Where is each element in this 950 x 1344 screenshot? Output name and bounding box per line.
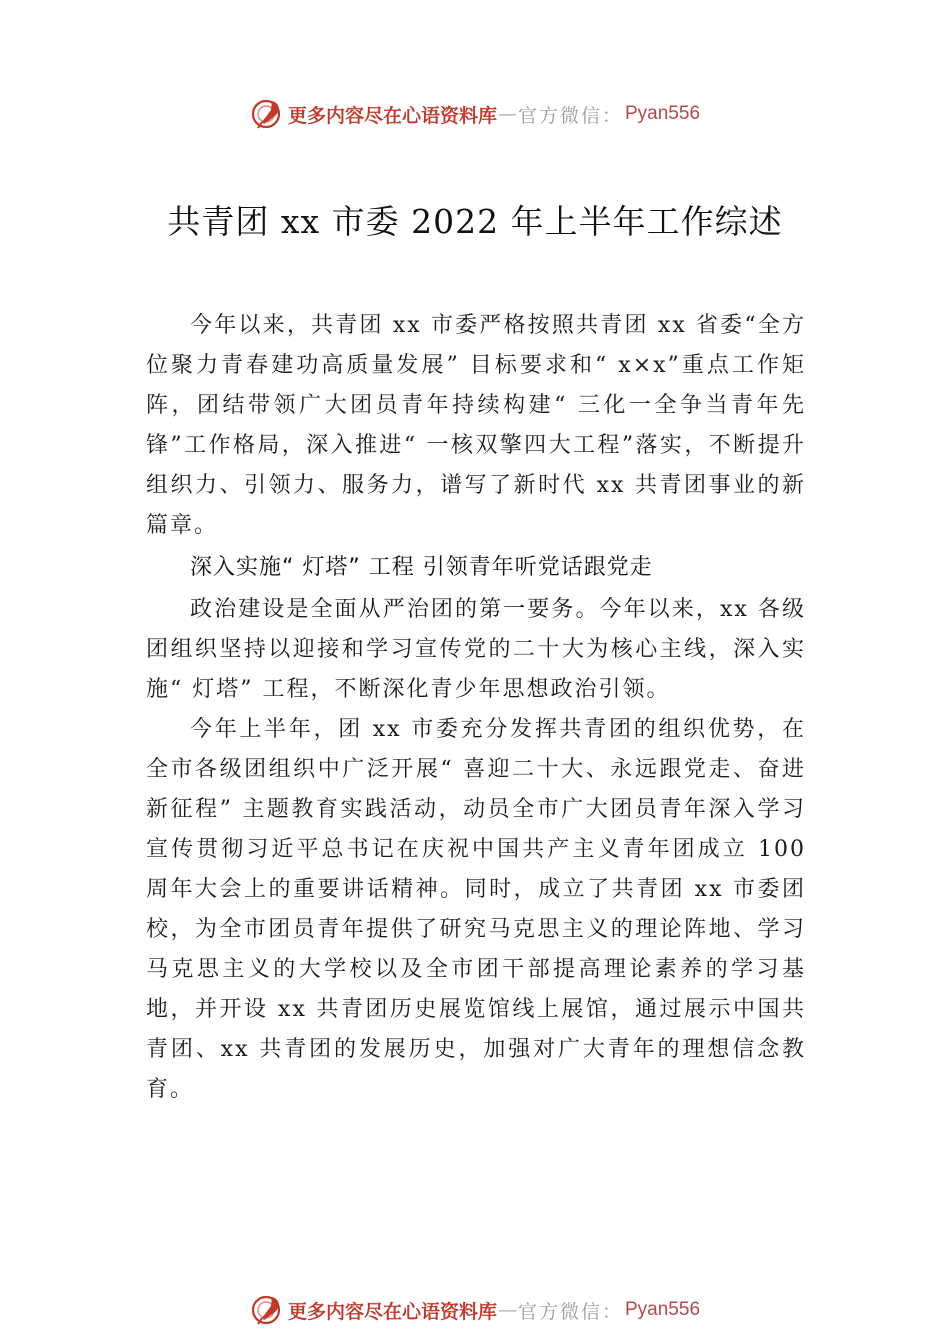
watermark-wechat-label: 官方微信： xyxy=(517,1300,623,1323)
document-title: 共青团 xx 市委 2022 年上半年工作综述 xyxy=(167,202,783,241)
footer-watermark xyxy=(0,1290,950,1330)
watermark-dash: — xyxy=(497,1299,517,1321)
watermark-brand-text: 更多内容尽在心语资料库 xyxy=(287,1300,497,1323)
section-heading: 深入实施“ 灯塔” 工程 引领青年听党话跟党走 xyxy=(190,555,653,580)
quill-logo-icon xyxy=(250,1293,284,1327)
watermark-dash: — xyxy=(497,103,517,125)
quill-logo-icon xyxy=(250,97,284,131)
document-body xyxy=(146,306,806,1110)
watermark-brand-text: 更多内容尽在心语资料库 xyxy=(287,104,497,127)
section-paragraph-2: 今年上半年，团 xx 市委充分发挥共青团的组织优势，在全市各级团组织中广泛开展“ 喜迎二十大、永远跟党走、奋进新征程” 主题教育实践活动，动员全市广大团员青年深入学习宣传贯彻习近平总书记在庆祝中国共产主义青年团成立 100 周年大会上的重要讲话精神。同时，成立了共青团 xx 市委团校，为全市团员青年提供了研究马克思主义的理论阵地、学习马克思主义的大学校以及全市团干部提高理论素养的学习基地，并开设 xx 共青团历史展览馆线上展馆，通过展示中国共青团、xx 共青团的发展历史，加强对广大青年的理想信念教育。 xyxy=(146,717,806,1102)
header-watermark xyxy=(0,94,950,134)
intro-paragraph: 今年以来，共青团 xx 市委严格按照共青团 xx 省委“全方位聚力青春建功高质量发展” 目标要求和“ x×x”重点工作矩阵，团结带领广大团员青年持续构建“ 三化一全争当青年先锋”工作格局，深入推进“ 一核双擎四大工程”落实，不断提升组织力、引领力、服务力，谱写了新时代 xx 共青团事业的新篇章。 xyxy=(146,313,806,538)
watermark-wechat-id: Pyan556 xyxy=(625,103,701,124)
section-paragraph-1: 政治建设是全面从严治团的第一要务。今年以来，xx 各级团组织坚持以迎接和学习宣传党的二十大为核心主线，深入实施“ 灯塔” 工程，不断深化青少年思想政治引领。 xyxy=(146,597,806,702)
watermark-wechat-label: 官方微信： xyxy=(517,104,623,127)
watermark-wechat-id: Pyan556 xyxy=(625,1299,701,1320)
